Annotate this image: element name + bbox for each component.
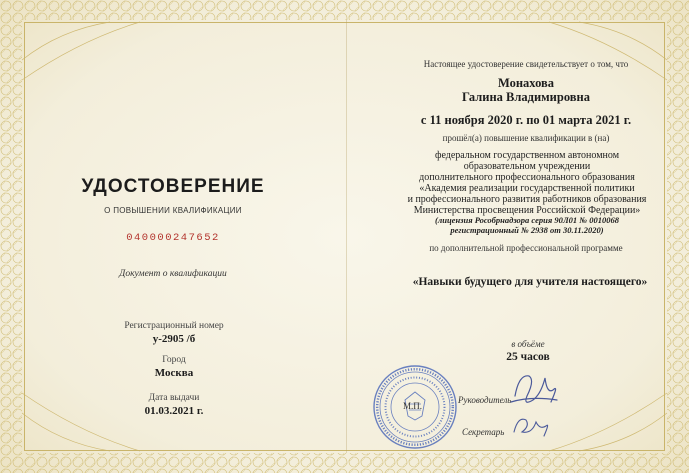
program-intro: по дополнительной профессиональной программе bbox=[429, 243, 623, 253]
page-fold bbox=[346, 20, 347, 453]
given-names: Галина Владимировна bbox=[462, 90, 590, 104]
head-signature-label: Руководитель bbox=[458, 395, 512, 405]
hours-label: в объёме bbox=[511, 339, 545, 349]
training-period: с 11 ноября 2020 г. по 01 марта 2021 г. bbox=[420, 113, 632, 127]
intro-text: Настоящее удостоверение свидетельствует о том, что bbox=[423, 59, 629, 69]
license-line: регистрационный № 2938 от 30.11.2020) bbox=[450, 225, 604, 235]
seal-mark: М.П. bbox=[403, 401, 423, 411]
document-subtitle: О ПОВЫШЕНИИ КВАЛИФИКАЦИИ bbox=[104, 206, 242, 215]
document-title: УДОСТОВЕРЕНИЕ bbox=[81, 176, 265, 197]
registration-value: у-2905 /б bbox=[152, 333, 196, 345]
issue-date-value: 01.03.2021 г. bbox=[144, 405, 204, 417]
document-type: Документ о квалификации bbox=[119, 269, 227, 279]
serial-number: 040000247652 bbox=[126, 232, 220, 244]
hours-value: 25 часов bbox=[506, 351, 550, 363]
inner-border bbox=[24, 22, 665, 451]
surname: Монахова bbox=[497, 76, 555, 90]
city-value: Москва bbox=[154, 367, 194, 379]
program-name: «Навыки будущего для учителя настоящего» bbox=[412, 276, 648, 288]
org-line: Министерства просвещения Российской Федерации» bbox=[413, 205, 641, 216]
org-line: образовательном учреждении bbox=[463, 161, 591, 172]
license-info bbox=[435, 215, 619, 235]
org-line: федеральном государственном автономном bbox=[434, 150, 620, 161]
issue-date-label: Дата выдачи bbox=[148, 393, 200, 403]
secretary-signature bbox=[506, 410, 556, 444]
city-label: Город bbox=[162, 355, 186, 365]
organization-name bbox=[408, 150, 647, 216]
registration-label: Регистрационный номер bbox=[124, 321, 224, 331]
passed-text: прошёл(а) повышение квалификации в (на) bbox=[442, 133, 610, 143]
secretary-signature-label: Секретарь bbox=[462, 427, 505, 437]
org-line: дополнительного профессионального образования bbox=[419, 172, 635, 183]
org-line: «Академия реализации государственной политики bbox=[419, 183, 635, 194]
org-line: и профессионального развития работников образования bbox=[407, 194, 647, 205]
license-line: (лицензия Рособрнадзора серия 90Л01 № 0010068 bbox=[435, 215, 619, 225]
